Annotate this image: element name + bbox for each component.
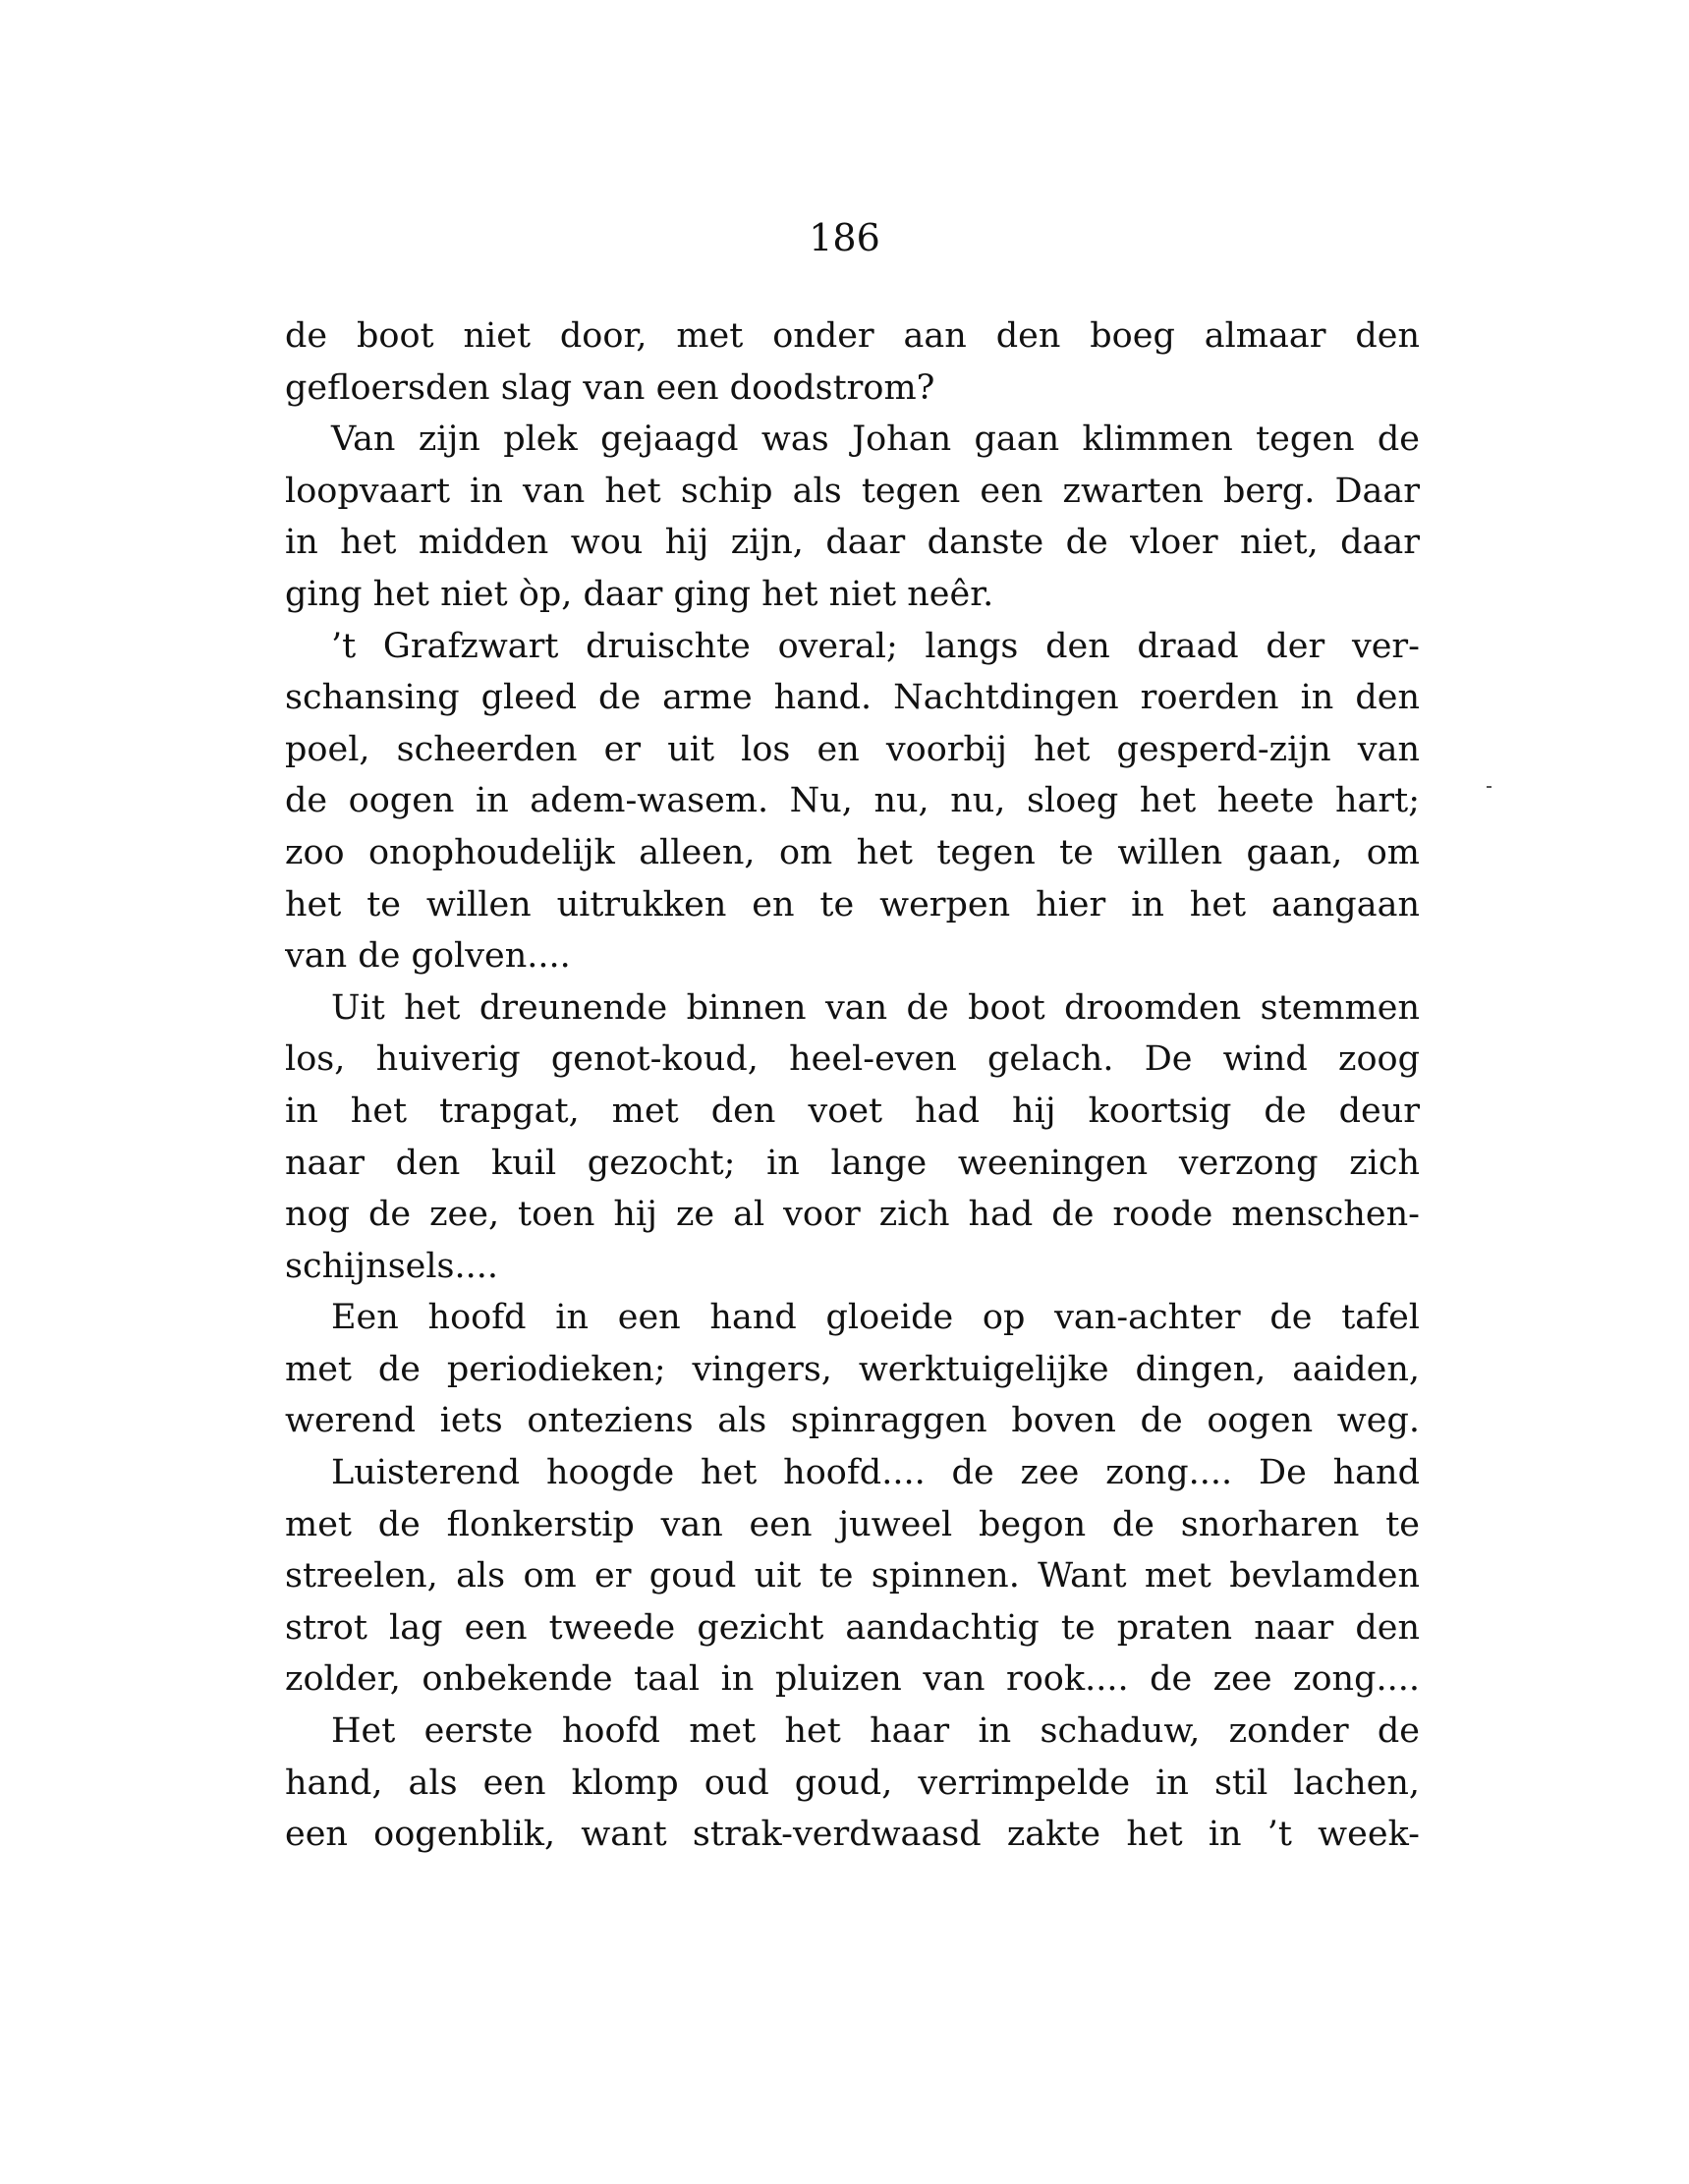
text-line: los, huiverig genot-koud, heel-even gelach. De wind zoog xyxy=(285,1039,1420,1080)
body-text xyxy=(285,310,1420,1861)
text-line: hand, als een klomp oud goud, verrimpelde in stil lachen, xyxy=(285,1763,1420,1803)
page-number: 186 xyxy=(809,216,880,259)
text-line: poel, scheerden er uit los en voorbij het gesperd-zijn van xyxy=(285,729,1420,769)
text-line: van de golven.... xyxy=(285,936,571,977)
text-line: strot lag een tweede gezicht aandachtig te praten naar den xyxy=(285,1607,1420,1648)
text-line: in het midden wou hij zijn, daar danste de vloer niet, daar xyxy=(285,523,1420,563)
scan-speck xyxy=(1487,786,1492,788)
text-line: in het trapgat, met den voet had hij koortsig de deur xyxy=(285,1091,1420,1131)
text-line: ’t Grafzwart druischte overal; langs den draad der ver- xyxy=(331,626,1420,666)
text-line: Van zijn plek gejaagd was Johan gaan klimmen tegen de xyxy=(331,420,1420,460)
text-line: nog de zee, toen hij ze al voor zich had de roode menschen- xyxy=(285,1195,1420,1235)
text-line: Een hoofd in een hand gloeide op van-achter de tafel xyxy=(331,1298,1420,1338)
text-line: werend iets onteziens als spinraggen boven de oogen weg. xyxy=(285,1401,1420,1441)
text-line: Luisterend hoogde het hoofd.... de zee zong.... De hand xyxy=(331,1453,1420,1493)
text-line: de boot niet door, met onder aan den boeg almaar den xyxy=(285,316,1420,356)
text-line: schansing gleed de arme hand. Nachtdingen roerden in den xyxy=(285,678,1420,718)
text-line: de oogen in adem-wasem. Nu, nu, nu, sloeg het heete hart; xyxy=(285,781,1420,821)
text-line: schijnsels.... xyxy=(285,1246,499,1286)
text-line: het te willen uitrukken en te werpen hier in het aangaan xyxy=(285,884,1420,924)
text-line: ging het niet òp, daar ging het niet neêr. xyxy=(285,574,994,614)
text-line: met de periodieken; vingers, werktuigelijke dingen, aaiden, xyxy=(285,1349,1420,1389)
text-line: Het eerste hoofd met het haar in schaduw, zonder de xyxy=(331,1711,1420,1752)
text-line: zoo onophoudelijk alleen, om het tegen te willen gaan, om xyxy=(285,832,1420,872)
text-line: Uit het dreunende binnen van de boot droomden stemmen xyxy=(331,987,1420,1028)
text-line: met de flonkerstip van een juweel begon de snorharen te xyxy=(285,1504,1420,1544)
text-line: een oogenblik, want strak-verdwaasd zakte het in ’t week- xyxy=(285,1815,1420,1855)
text-line: streelen, als om er goud uit te spinnen. Want met bevlamden xyxy=(285,1556,1420,1596)
text-line: gefloersden slag van een doodstrom? xyxy=(285,367,935,408)
text-line: zolder, onbekende taal in pluizen van rook.... de zee zong.... xyxy=(285,1659,1420,1700)
text-line: loopvaart in van het schip als tegen een zwarten berg. Daar xyxy=(285,471,1420,511)
text-line: naar den kuil gezocht; in lange weeningen verzong zich xyxy=(285,1143,1420,1183)
